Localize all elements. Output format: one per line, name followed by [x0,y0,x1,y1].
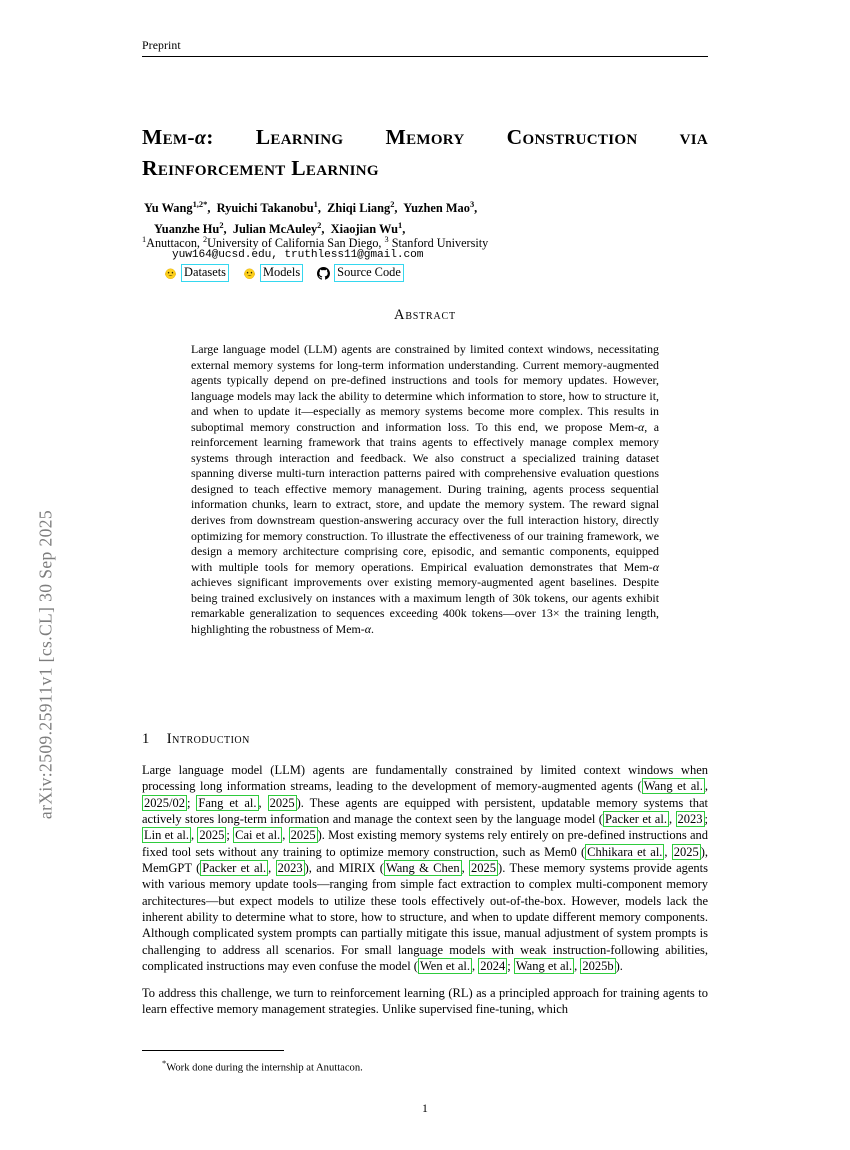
intro-paragraph-2: To address this challenge, we turn to reinforcement learning (RL) as a principled approach for training agents to learn effective memory management strategies. Unlike supervised fine-tuning, which [142,985,708,1017]
affil-marker: 1 [142,235,147,244]
models-link[interactable] [243,264,303,282]
huggingface-icon [243,267,256,280]
citation-year-link[interactable]: 2025/02 [144,795,185,810]
author-name: Yuzhen Mao [403,201,470,216]
author-affil-marker: 2 [390,199,395,209]
footnote-rule [142,1050,284,1051]
intro-text: ), and MIRIX ( [304,861,384,876]
author-line-2: Yuanzhe Hu$^2$, Julian McAuley$^2$, Xiaojian Wu$^1$, [154,220,406,237]
title-alpha-symbol: α [194,127,207,150]
abstract-body [191,342,659,637]
alpha-symbol: α [652,559,659,574]
intro-text: ). [615,959,623,974]
section-number: 1 [142,731,150,747]
author-name: Zhiqi Liang [327,201,391,216]
abstract-text-b: , a reinforcement learning framework that trains agents to effectively manage complex memory systems through interaction and feedback. We also construct a specialized training dataset spanning diverse multi-turn interaction patterns paired with comprehensive evaluation questions designed to teach effective memory management. During training, agents process sequential information chunks, learn to extract, store, and update the memory system. The reward signal derives from downstream question-answering accuracy over the full interaction history, directly optimizing for memory construction. To illustrate the effectiveness of our training framework, we design a memory architecture comprising core, episodic, and semantic components, equipped with multiple tools for memory operations. Empirical evaluation demonstrates that Mem- [191,419,659,574]
title-line-2: Reinforcement Learning [142,156,379,181]
citation-year-link[interactable]: 2025 [290,828,316,843]
citation-year-link[interactable]: 2025b [582,959,614,974]
title-part-b: : Learning Memory Construction via [206,125,708,150]
author-affil-marker: 3 [469,199,475,209]
header-rule [142,56,708,57]
intro-paragraph-1: Large language model (LLM) agents are fundamentally constrained by limited context windows when processing long information streams, leading to the development of memory-augmented agents ( Wang et al. , 2025/02 ; Fang et al. , 2025 ). These agents are equipped with persistent, updatable memory systems that actively stores long-term information and manage the context seen by the language model ( Packer et al. , 2023 ; Lin et al. , 2025 ; Cai et al. , 2025 ). Most existing memory systems rely entirely on pre-defined instructions and fixed tool sets without any training to optimize memory construction, such as Mem0 ( Chhikara et al. , 2025 ), MemGPT ( Packer et al. , 2023 ), and MIRIX ( Wang & Chen , 2025 ). These memory systems provide agents with various memory update tools—ranging from simple fact extraction to complex multi-component memory architectures—but expect models to utilize these tools effectively out-of-the-box. However, models lack the inherent ability to determine what to store, how to structure, and when to update different memory components. Although complicated system prompts can partially mitigate this issue, manual adjustment of system prompts is challenging to address all scenarios. For small language models with weak instruction-following abilities, complicated instructions may even confuse the model ( Wen et al. , 2024 ; Wang et al. , 2025b ). [142,763,709,974]
intro-text: Large language model (LLM) agents are fundamentally constrained by limited context windows when processing long information streams, leading to the development of memory-augmented agents ( [142,763,708,794]
page-content [142,0,708,1150]
citation-year-link[interactable]: 2025 [199,828,225,843]
citation-year-link[interactable]: 2025 [269,795,295,810]
affil-marker: 2 [203,235,208,244]
source-code-label[interactable]: Source Code [334,264,404,282]
alpha-symbol: α [638,419,645,434]
citation-year-link[interactable]: 2024 [480,959,506,974]
author-affil-marker: 2 [219,220,224,231]
huggingface-icon [164,267,177,280]
author-affil-marker: 1 [313,199,318,209]
title-part-a: Mem- [142,125,195,150]
author-affil-marker: 1,2* [192,199,208,209]
citation-link[interactable]: Chhikara et al. [587,844,663,859]
affil-marker: 3 [384,235,389,244]
page-number: 1 [422,1101,428,1115]
section-heading-introduction [142,731,250,748]
author-name: Ryuichi Takanobu [216,201,314,216]
citation-link[interactable]: Packer et al. [202,861,267,876]
citation-year-link[interactable]: 2023 [277,861,303,876]
abstract-text-d: . [370,621,374,636]
author-affil-marker: 2 [317,220,322,231]
citation-year-link[interactable]: 2025 [673,844,699,859]
intro-text: ). Most existing memory systems rely entirely on pre-defined instructions and fixed tool sets without any training to optimize memory construction, such as Mem0 ( [142,828,709,859]
page-title [142,122,708,183]
affil-name: Anuttacon, [146,236,204,251]
citation-link[interactable]: Wang et al. [515,959,573,974]
abstract-heading: Abstract [394,307,456,323]
affil-name: University of California San Diego, [207,236,385,251]
citation-link[interactable]: Wen et al. [419,959,470,974]
citation-link[interactable]: Packer et al. [604,812,667,827]
intro-text: ). These agents are equipped with persistent, updatable memory systems that actively stores long-term information and manage the context seen by the language model ( [142,795,708,827]
author-name: Yuanzhe Hu [154,222,220,237]
running-head: Preprint [142,38,181,52]
citation-link[interactable]: Cai et al. [235,828,281,843]
models-label[interactable]: Models [260,264,303,282]
footnote [162,1056,363,1076]
resource-badges [164,264,404,282]
author-emails: yuw164@ucsd.edu, truthless11@gmail.com [172,249,424,261]
section-title: Introduction [166,731,250,747]
datasets-label[interactable]: Datasets [181,264,229,282]
title-line-1 [142,122,708,153]
datasets-link[interactable] [164,264,229,282]
citation-link[interactable]: Wang & Chen [385,861,460,876]
affil-name: Stanford University [388,236,489,251]
author-line-1: Yu Wang$^{1,2*}$, Ryuichi Takanobu$^1$, Zhiqi Liang$^2$, Yuzhen Mao$^3$, [144,199,478,216]
author-name: Xiaojian Wu [330,222,399,237]
citation-year-link[interactable]: 2025 [471,861,497,876]
citation-link[interactable]: Fang et al. [198,795,257,810]
intro-text: ), MemGPT ( [142,844,708,876]
abstract-text-c: achieves significant improvements over existing memory-augmented agent baselines. Despite being trained exclusively on instances with a maximum length of 30k tokens, our agents exhibit remarkable generalization to sequences exceeding 400k tokens—over 13× the training length, highlighting the robustness of Mem- [191,575,659,636]
citation-link[interactable]: Wang et al. [643,779,703,794]
citation-year-link[interactable]: 2023 [677,812,703,827]
github-icon [317,267,330,280]
arxiv-stamp: arXiv:2509.25911v1 [cs.CL] 30 Sep 2025 [35,509,56,820]
introduction-body [142,762,708,1028]
footnote-marker: * [162,1058,167,1068]
author-name: Yu Wang [144,201,193,216]
author-name: Julian McAuley [232,222,318,237]
abstract-text-a: Large language model (LLM) agents are constrained by limited context windows, necessitating external memory systems for long-term information understanding. Current memory-augmented agents typically depend on pre-defined instructions and tools for memory updates. However, language models may lack the ability to determine which information to store, how to structure it, and when to update it—especially as memory systems become more complex. This results in suboptimal memory construction and information loss. To this end, we propose Mem- [191,342,659,434]
author-affil-marker: 1 [398,220,403,231]
citation-link[interactable]: Lin et al. [144,828,190,843]
alpha-symbol: α [364,621,371,636]
footnote-text: Work done during the internship at Anuttacon. [166,1062,363,1074]
source-code-link[interactable] [317,264,404,282]
intro-text: ). These memory systems provide agents with various memory update tools—ranging from simple fact extraction to complex multi-component memory architectures—but expect models to utilize these tools effectively out-of-the-box. However, models lack the inherent ability to determine what to store, how to structure, and when to update different memory components. Although complicated system prompts can partially mitigate this issue, manual adjustment of system prompts is challenging to address all scenarios. For small language models with weak instruction-following abilities, complicated instructions may even confuse the model ( [142,861,709,974]
